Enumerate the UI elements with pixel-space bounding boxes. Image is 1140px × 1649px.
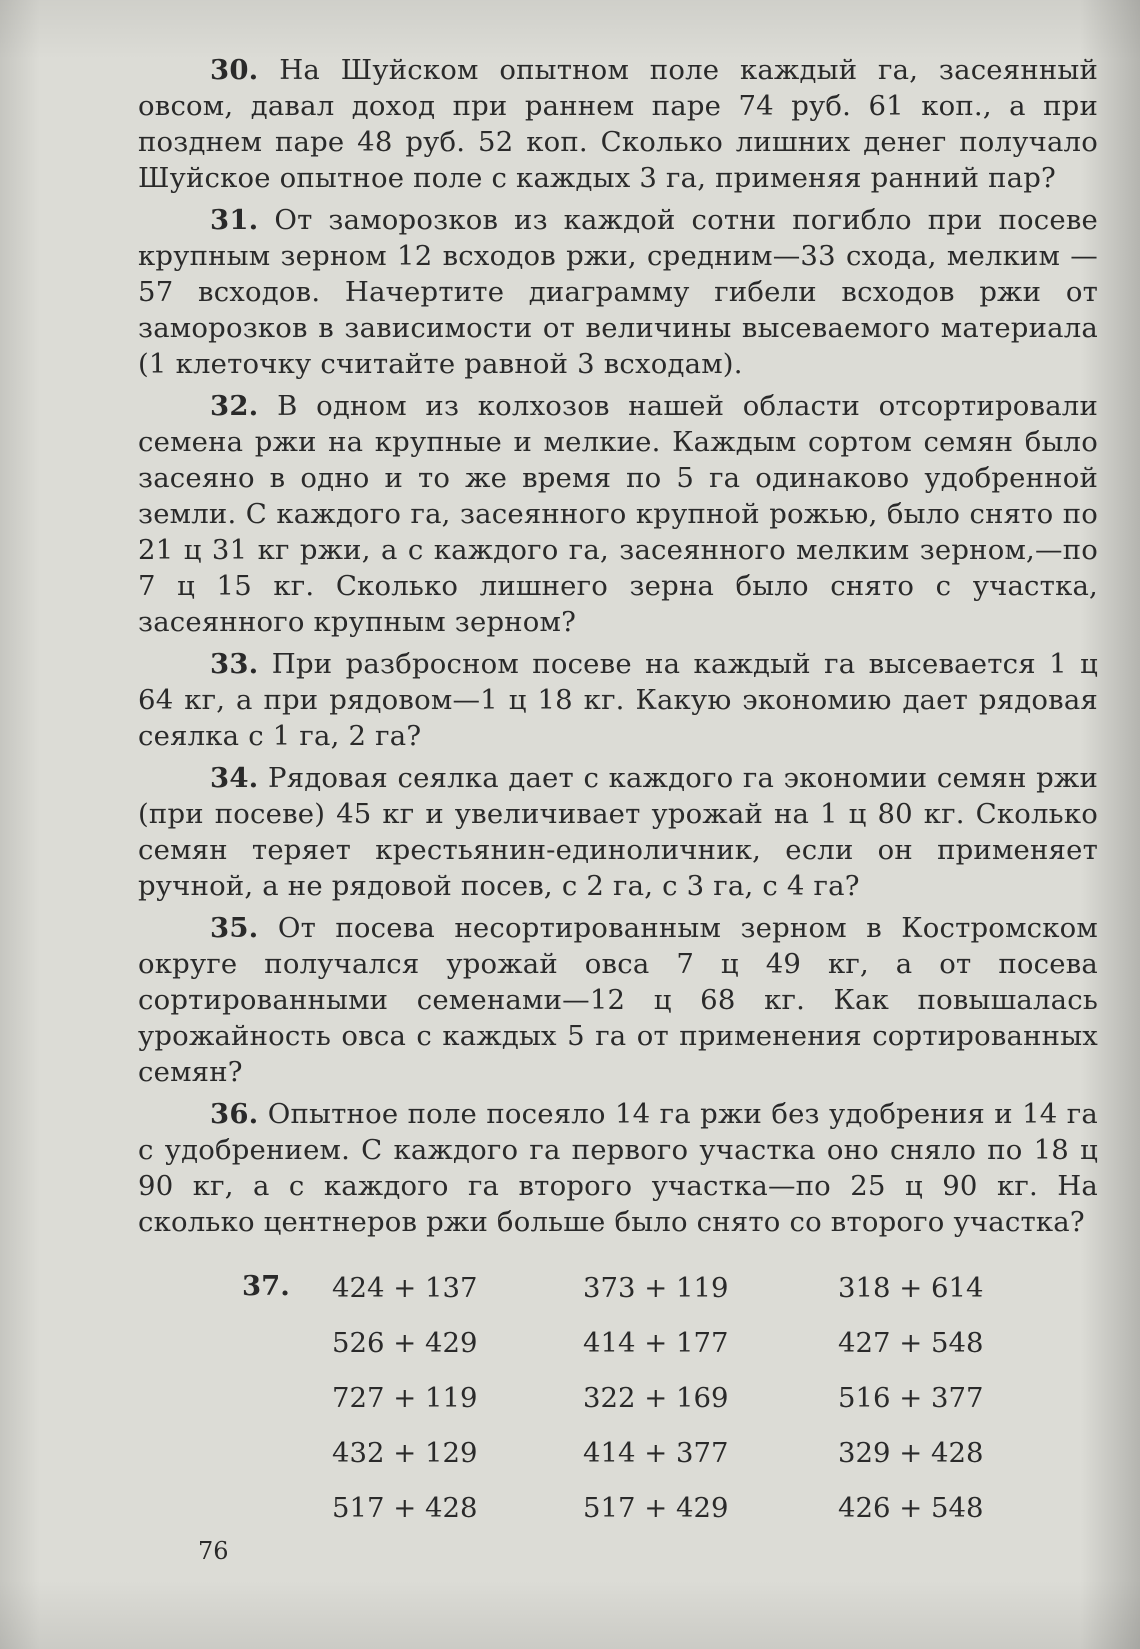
addition-expression: 427 + 548 <box>838 1327 984 1359</box>
problem-text: В одном из колхозов нашей области отсортировали семена ржи на крупные и мелкие. Каждым сортом семян было засеяно в одно и то же время по 5 га одинаково удобренной земли. С каждого га, засеянного крупной рожью, было снято по 21 ц 31 кг ржи, а с каждого га, засеянного мелким зерном,—по 7 ц 15 кг. Сколько лишнего зерна было снято с участка, засеянного крупным зерном? <box>138 390 1098 638</box>
problem-number: 32. <box>210 390 259 422</box>
addition-expression: 526 + 429 <box>332 1327 478 1359</box>
addition-expression: 517 + 428 <box>332 1492 478 1524</box>
addition-expression: 516 + 377 <box>838 1382 984 1414</box>
exercise-column-3 <box>838 1270 984 1545</box>
problem-text: Рядовая сеялка дает с каждого га экономии семян ржи (при посеве) 45 кг и увеличивает урожай на 1 ц 80 кг. Сколько семян теряет крестьянин-единоличник, если он применяет ручной, а не рядовой посев, с 2 га, с 3 га, с 4 га? <box>138 762 1098 902</box>
addition-expression: 318 + 614 <box>838 1272 984 1304</box>
problem-number: 34. <box>210 762 259 794</box>
problem-30 <box>138 52 1098 196</box>
addition-expression: 414 + 177 <box>583 1327 729 1359</box>
problem-33 <box>138 646 1098 754</box>
problem-32 <box>138 388 1098 640</box>
problem-text: При разбросном посеве на каждый га высевается 1 ц 64 кг, а при рядовом—1 ц 18 кг. Какую экономию дает рядовая сеялка с 1 га, 2 га? <box>138 648 1098 752</box>
addition-expression: 414 + 377 <box>583 1437 729 1469</box>
exercise-number: 37. <box>242 1270 290 1302</box>
addition-expression: 424 + 137 <box>332 1272 478 1304</box>
problem-text: От посева несортированным зерном в Костромском округе получался урожай овса 7 ц 49 кг, а от посева сортированными семенами—12 ц 68 кг. Как повышалась урожайность овса с каждых 5 га от применения сортированных семян? <box>138 912 1098 1088</box>
problem-number: 35. <box>210 912 259 944</box>
problem-31 <box>138 202 1098 382</box>
addition-expression: 322 + 169 <box>583 1382 729 1414</box>
problem-36 <box>138 1096 1098 1240</box>
problem-number: 31. <box>210 204 259 236</box>
addition-expression: 373 + 119 <box>583 1272 729 1304</box>
addition-expression: 517 + 429 <box>583 1492 729 1524</box>
problem-text: Опытное поле посеяло 14 га ржи без удобрения и 14 га с удобрением. С каждого га первого участка оно сняло по 18 ц 90 кг, а с каждого га второго участка—по 25 ц 90 кг. На сколько центнеров ржи больше было снято со второго участка? <box>138 1098 1098 1238</box>
problem-34 <box>138 760 1098 904</box>
exercise-column-2 <box>583 1270 729 1545</box>
problem-number: 36. <box>210 1098 259 1130</box>
addition-expression: 727 + 119 <box>332 1382 478 1414</box>
addition-expression: 329 + 428 <box>838 1437 984 1469</box>
problem-number: 30. <box>210 54 259 86</box>
problem-text: От заморозков из каждой сотни погибло при посеве крупным зерном 12 всходов ржи, средним—33 схода, мелким —57 всходов. Начертите диаграмму гибели всходов ржи от заморозков в зависимости от величины высеваемого материала (1 клеточку считайте равной 3 всходам). <box>138 204 1098 380</box>
problem-text: На Шуйском опытном поле каждый га, засеянный овсом, давал доход при раннем паре 74 руб. 61 коп., а при позднем паре 48 руб. 52 коп. Сколько лишних денег получало Шуйское опытное поле с каждых 3 га, применяя ранний пар? <box>138 54 1098 194</box>
page-number: 76 <box>198 1537 229 1565</box>
addition-expression: 432 + 129 <box>332 1437 478 1469</box>
problems-list <box>138 52 1098 1246</box>
problem-35 <box>138 910 1098 1090</box>
exercise-column-1 <box>332 1270 478 1545</box>
addition-expression: 426 + 548 <box>838 1492 984 1524</box>
problem-number: 33. <box>210 648 259 680</box>
